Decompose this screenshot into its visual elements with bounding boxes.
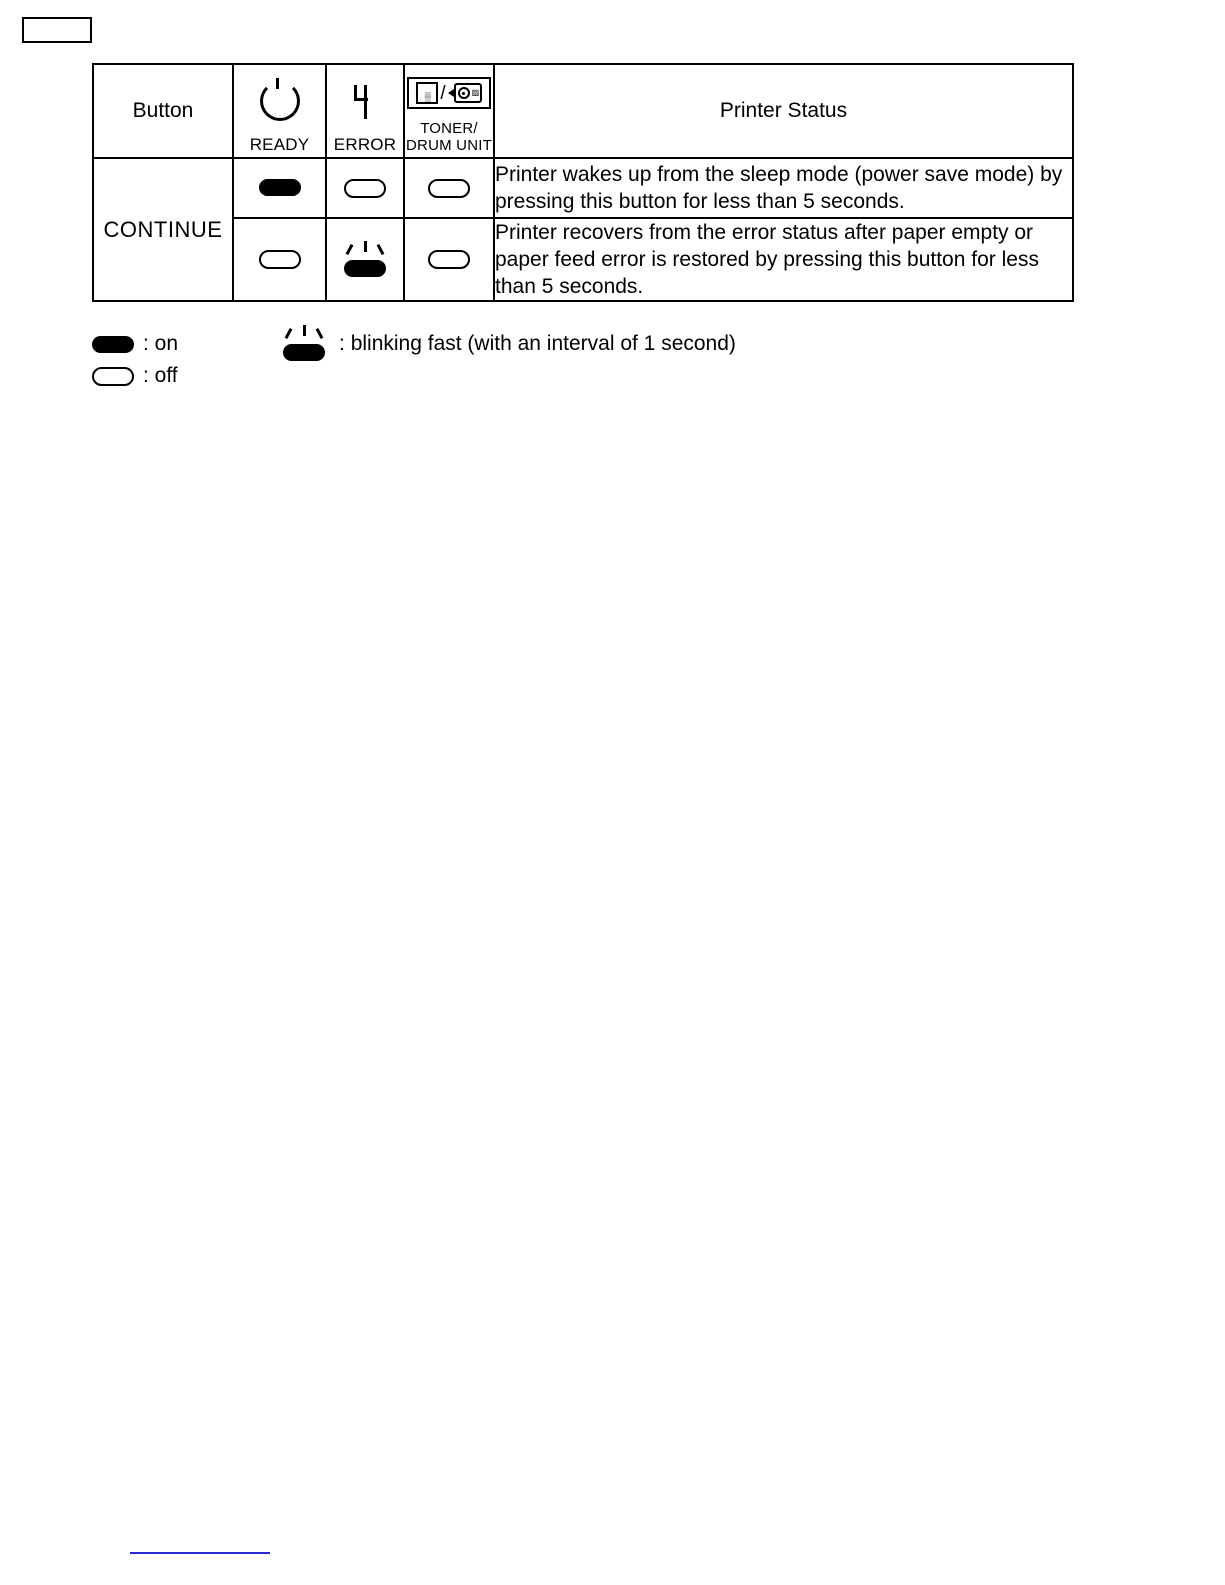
led-blinking-indicator	[339, 243, 391, 277]
header-error-label: ERROR	[333, 135, 397, 154]
legend-on-label: : on	[143, 332, 179, 355]
page-corner-box	[22, 17, 92, 43]
row1-status-text: Printer wakes up from the sleep mode (power save mode) by pressing this button for less than 5 seconds.	[494, 158, 1073, 218]
legend-blinking	[278, 327, 736, 361]
row2-status-text: Printer recovers from the error status after paper empty or paper feed error is restored by pressing this button for less than 5 seconds.	[494, 218, 1073, 301]
led-blinking-indicator	[278, 327, 330, 361]
legend	[92, 328, 792, 392]
legend-off-label: : off	[143, 364, 178, 387]
row2-toner-lamp	[404, 218, 494, 301]
legend-off	[92, 364, 178, 388]
header-toner-label: TONER/	[420, 120, 478, 137]
led-off-indicator	[344, 179, 386, 198]
row2-ready-lamp	[233, 218, 326, 301]
header-error	[326, 64, 404, 158]
table-row	[93, 158, 1073, 218]
header-ready-label: READY	[249, 135, 310, 154]
led-on-indicator	[259, 179, 301, 196]
header-printer-status: Printer Status	[494, 64, 1073, 158]
header-ready	[233, 64, 326, 158]
row1-error-lamp	[326, 158, 404, 218]
legend-on	[92, 332, 178, 356]
error-flag-icon	[352, 66, 378, 135]
button-name-continue: CONTINUE	[93, 158, 233, 301]
header-drum-label: DRUM UNIT	[406, 137, 492, 154]
led-off-indicator	[428, 250, 470, 269]
printer-status-table	[92, 63, 1074, 302]
header-button: Button	[93, 64, 233, 158]
header-toner-drum	[404, 64, 494, 158]
row1-toner-lamp	[404, 158, 494, 218]
led-off-indicator	[92, 367, 134, 386]
led-off-indicator	[259, 250, 301, 269]
row2-error-lamp	[326, 218, 404, 301]
legend-blinking-label: : blinking fast (with an interval of 1 second)	[339, 332, 736, 355]
toner-drum-unit-icon: ▒ / ▨	[407, 66, 491, 120]
led-off-indicator	[428, 179, 470, 198]
row1-ready-lamp	[233, 158, 326, 218]
table-row	[93, 218, 1073, 301]
footer-rule	[130, 1552, 270, 1554]
led-on-indicator	[92, 336, 134, 353]
power-ready-icon	[260, 66, 300, 135]
table-header-row	[93, 64, 1073, 158]
